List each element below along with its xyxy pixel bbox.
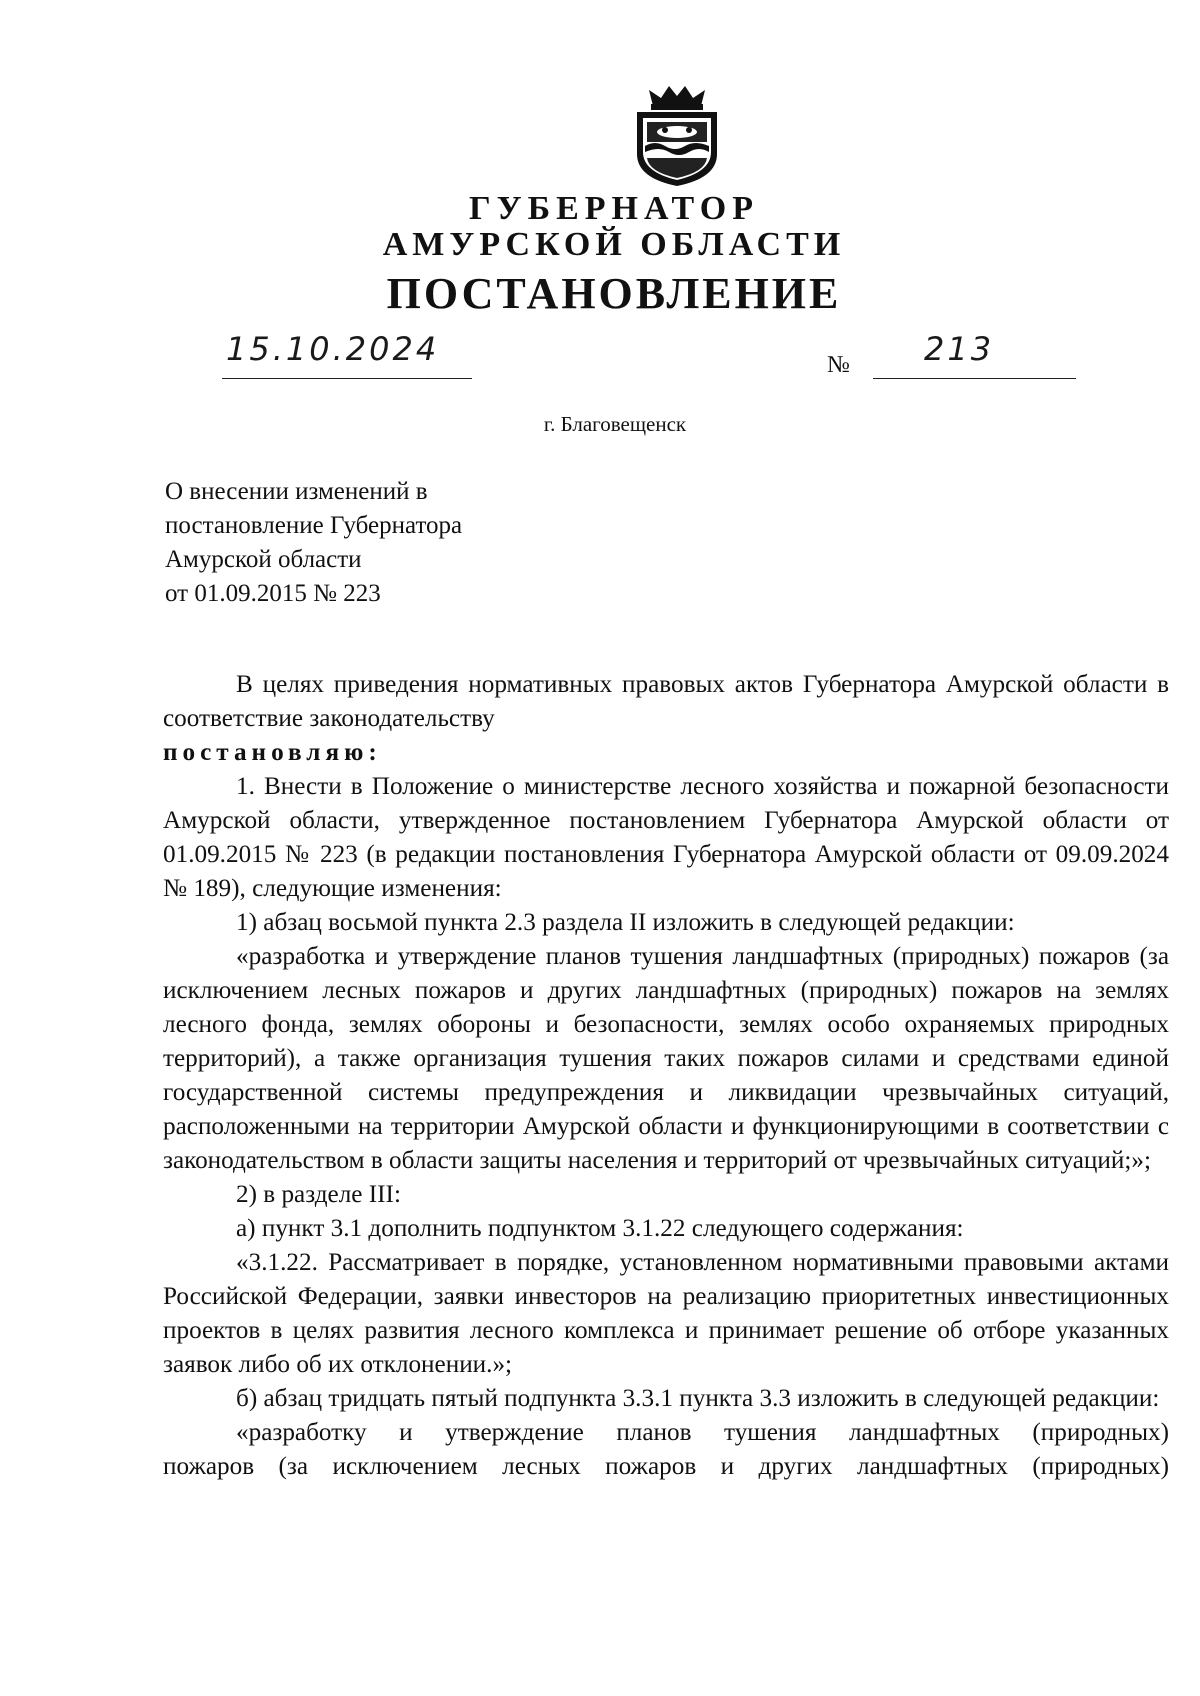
quote-3-line-2: пожаров (за исключением лесных пожаров и других ландшафтных (природных) (163, 1453, 1169, 1480)
subject-line: постановление Губернатора (165, 512, 463, 539)
city-label: г. Благовещенск (543, 412, 687, 436)
item-1-paragraph: 1. Внести в Положение о министерстве лесного хозяйства и пожарной безопасности Амурской области, утвержденное постановлением Губернатора Амурской области от 01.09.2015 № 223 (в редакции постановления Губернатора Амурской области от 09.09.2024 № 189), следующие изменения: (163, 773, 1169, 902)
header-title-line1: ГУБЕРНАТОР (469, 190, 759, 227)
number-sign-label: № (827, 352, 850, 378)
subject-line: Амурской области (165, 546, 362, 573)
subitem-1-paragraph: 1) абзац восьмой пункта 2.3 раздела II изложить в следующей редакции: (236, 909, 1015, 936)
subitem-2b-paragraph: б) абзац тридцать пятый подпункта 3.3.1 пункта 3.3 изложить в следующей редакции: (236, 1385, 1160, 1412)
coat-of-arms-emblem (631, 82, 723, 188)
header-title-line2: АМУРСКОЙ ОБЛАСТИ (382, 226, 846, 263)
handwritten-number: 213 (924, 330, 995, 368)
quote-1-paragraph: «разработка и утверждение планов тушения ландшафтных (природных) пожаров (за исключением лесных пожаров и других ландшафтных (природных) пожаров на землях лесного фонда, землях обороны и безопасности, землях особо охраняемых природных территорий), а также организация тушения таких пожаров силами и средствами единой государственной системы предупреждения и ликвидации чрезвычайных ситуаций, расположенными на территории Амурской области и функционирующими в соответствии с законодательством в области защиты населения и территорий от чрезвычайных ситуаций;»; (163, 943, 1169, 1174)
quote-3-line-1: «разработку и утверждение планов тушения ландшафтных (природных) (236, 1419, 1169, 1446)
subject-line: О внесении изменений в (165, 478, 428, 505)
document-subject (165, 475, 462, 611)
resolve-keyword: постановляю: (163, 739, 382, 766)
subitem-2-paragraph: 2) в разделе III: (236, 1181, 401, 1208)
document-body (163, 668, 1169, 1484)
subitem-2a-paragraph: а) пункт 3.1 дополнить подпунктом 3.1.22 следующего содержания: (236, 1215, 964, 1242)
document-type-title: ПОСТАНОВЛЕНИЕ (386, 269, 842, 318)
quote-2-paragraph: «3.1.22. Рассматривает в порядке, установленном нормативными правовыми актами Российской Федерации, заявки инвесторов на реализацию приоритетных инвестиционных проектов в целях развития лесного комплекса и принимает решение об отборе указанных заявок либо об их отклонении.»; (163, 1249, 1169, 1378)
handwritten-date: 15.10.2024 (226, 330, 440, 368)
subject-line: от 01.09.2015 № 223 (165, 580, 381, 607)
intro-paragraph: В целях приведения нормативных правовых актов Губернатора Амурской области в соответствие законодательству (163, 671, 1169, 732)
